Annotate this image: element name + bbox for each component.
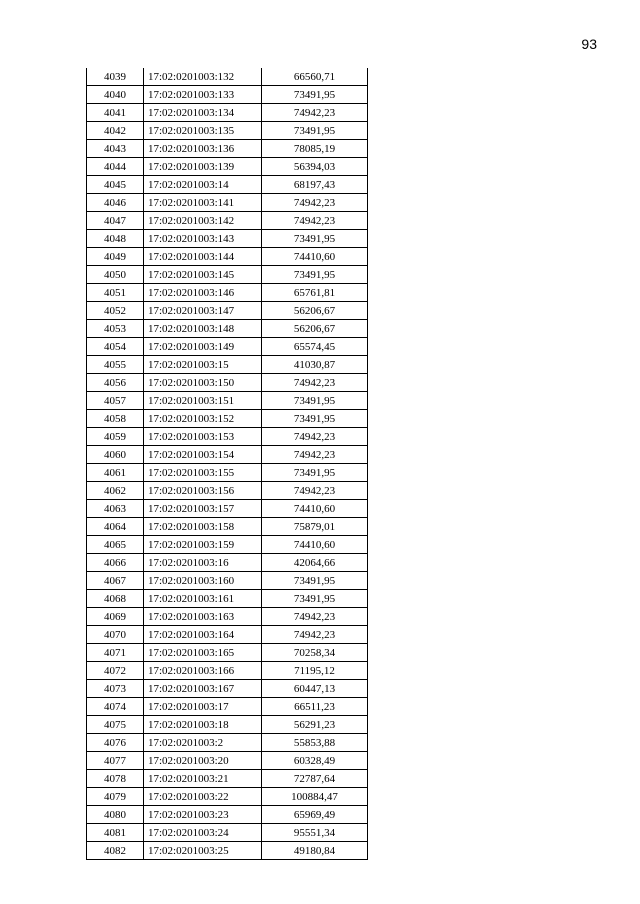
cadastral-number-cell: 17:02:0201003:158 [144,518,262,536]
table-row [87,500,368,518]
cadastral-number-cell: 17:02:0201003:21 [144,770,262,788]
row-number-cell: 4075 [87,716,144,734]
table-row [87,428,368,446]
value-cell: 41030,87 [262,356,368,374]
value-cell: 73491,95 [262,86,368,104]
row-number-cell: 4039 [87,68,144,86]
value-cell: 49180,84 [262,842,368,860]
cadastral-number-cell: 17:02:0201003:25 [144,842,262,860]
table-row [87,680,368,698]
value-cell: 65969,49 [262,806,368,824]
row-number-cell: 4067 [87,572,144,590]
cadastral-number-cell: 17:02:0201003:154 [144,446,262,464]
value-cell: 60328,49 [262,752,368,770]
row-number-cell: 4065 [87,536,144,554]
table-row [87,212,368,230]
table-row [87,302,368,320]
cadastral-number-cell: 17:02:0201003:22 [144,788,262,806]
cadastral-number-cell: 17:02:0201003:157 [144,500,262,518]
table-row [87,410,368,428]
cadastral-number-cell: 17:02:0201003:16 [144,554,262,572]
table-row [87,122,368,140]
value-cell: 65574,45 [262,338,368,356]
value-cell: 56394,03 [262,158,368,176]
row-number-cell: 4057 [87,392,144,410]
row-number-cell: 4056 [87,374,144,392]
value-cell: 71195,12 [262,662,368,680]
cadastral-number-cell: 17:02:0201003:133 [144,86,262,104]
value-cell: 73491,95 [262,590,368,608]
value-cell: 42064,66 [262,554,368,572]
value-cell: 68197,43 [262,176,368,194]
table-row [87,392,368,410]
value-cell: 74942,23 [262,428,368,446]
table-row [87,356,368,374]
value-cell: 73491,95 [262,572,368,590]
table-row [87,572,368,590]
cadastral-number-cell: 17:02:0201003:153 [144,428,262,446]
row-number-cell: 4072 [87,662,144,680]
row-number-cell: 4046 [87,194,144,212]
table-row [87,68,368,86]
value-cell: 74942,23 [262,104,368,122]
cadastral-number-cell: 17:02:0201003:163 [144,608,262,626]
table-row [87,140,368,158]
value-cell: 74942,23 [262,194,368,212]
cadastral-number-cell: 17:02:0201003:142 [144,212,262,230]
row-number-cell: 4062 [87,482,144,500]
registry-table [86,68,368,860]
cadastral-number-cell: 17:02:0201003:156 [144,482,262,500]
value-cell: 74410,60 [262,536,368,554]
row-number-cell: 4064 [87,518,144,536]
value-cell: 75879,01 [262,518,368,536]
value-cell: 73491,95 [262,230,368,248]
cadastral-number-cell: 17:02:0201003:149 [144,338,262,356]
cadastral-number-cell: 17:02:0201003:20 [144,752,262,770]
row-number-cell: 4069 [87,608,144,626]
table-row [87,788,368,806]
value-cell: 78085,19 [262,140,368,158]
table-row [87,464,368,482]
cadastral-number-cell: 17:02:0201003:132 [144,68,262,86]
value-cell: 60447,13 [262,680,368,698]
table-row [87,194,368,212]
table-row [87,806,368,824]
value-cell: 56291,23 [262,716,368,734]
value-cell: 73491,95 [262,122,368,140]
table-row [87,842,368,860]
cadastral-number-cell: 17:02:0201003:18 [144,716,262,734]
table-row [87,536,368,554]
row-number-cell: 4070 [87,626,144,644]
row-number-cell: 4041 [87,104,144,122]
cadastral-number-cell: 17:02:0201003:143 [144,230,262,248]
table-row [87,284,368,302]
cadastral-number-cell: 17:02:0201003:166 [144,662,262,680]
row-number-cell: 4078 [87,770,144,788]
table-row [87,320,368,338]
value-cell: 73491,95 [262,392,368,410]
row-number-cell: 4049 [87,248,144,266]
table-row [87,752,368,770]
row-number-cell: 4042 [87,122,144,140]
cadastral-number-cell: 17:02:0201003:146 [144,284,262,302]
cadastral-number-cell: 17:02:0201003:159 [144,536,262,554]
cadastral-number-cell: 17:02:0201003:17 [144,698,262,716]
cadastral-number-cell: 17:02:0201003:144 [144,248,262,266]
table-row [87,662,368,680]
row-number-cell: 4081 [87,824,144,842]
value-cell: 55853,88 [262,734,368,752]
cadastral-number-cell: 17:02:0201003:164 [144,626,262,644]
row-number-cell: 4045 [87,176,144,194]
row-number-cell: 4051 [87,284,144,302]
row-number-cell: 4082 [87,842,144,860]
registry-table-body [87,68,368,860]
row-number-cell: 4059 [87,428,144,446]
value-cell: 74942,23 [262,446,368,464]
table-row [87,716,368,734]
row-number-cell: 4076 [87,734,144,752]
row-number-cell: 4066 [87,554,144,572]
value-cell: 74410,60 [262,248,368,266]
cadastral-number-cell: 17:02:0201003:148 [144,320,262,338]
table-row [87,374,368,392]
value-cell: 56206,67 [262,302,368,320]
cadastral-number-cell: 17:02:0201003:165 [144,644,262,662]
cadastral-number-cell: 17:02:0201003:147 [144,302,262,320]
value-cell: 74942,23 [262,626,368,644]
table-row [87,104,368,122]
table-row [87,158,368,176]
row-number-cell: 4074 [87,698,144,716]
table-row [87,266,368,284]
cadastral-number-cell: 17:02:0201003:136 [144,140,262,158]
cadastral-number-cell: 17:02:0201003:139 [144,158,262,176]
cadastral-number-cell: 17:02:0201003:150 [144,374,262,392]
cadastral-number-cell: 17:02:0201003:2 [144,734,262,752]
table-row [87,824,368,842]
value-cell: 70258,34 [262,644,368,662]
value-cell: 56206,67 [262,320,368,338]
cadastral-number-cell: 17:02:0201003:24 [144,824,262,842]
row-number-cell: 4053 [87,320,144,338]
cadastral-number-cell: 17:02:0201003:152 [144,410,262,428]
table-row [87,770,368,788]
row-number-cell: 4068 [87,590,144,608]
table-row [87,644,368,662]
value-cell: 65761,81 [262,284,368,302]
row-number-cell: 4080 [87,806,144,824]
row-number-cell: 4043 [87,140,144,158]
row-number-cell: 4055 [87,356,144,374]
cadastral-number-cell: 17:02:0201003:155 [144,464,262,482]
cadastral-number-cell: 17:02:0201003:151 [144,392,262,410]
row-number-cell: 4052 [87,302,144,320]
table-row [87,248,368,266]
row-number-cell: 4047 [87,212,144,230]
row-number-cell: 4040 [87,86,144,104]
table-row [87,230,368,248]
row-number-cell: 4063 [87,500,144,518]
value-cell: 74942,23 [262,374,368,392]
table-row [87,554,368,572]
cadastral-number-cell: 17:02:0201003:134 [144,104,262,122]
cadastral-number-cell: 17:02:0201003:135 [144,122,262,140]
value-cell: 74942,23 [262,482,368,500]
value-cell: 66560,71 [262,68,368,86]
value-cell: 95551,34 [262,824,368,842]
cadastral-number-cell: 17:02:0201003:161 [144,590,262,608]
value-cell: 74410,60 [262,500,368,518]
cadastral-number-cell: 17:02:0201003:145 [144,266,262,284]
table-row [87,608,368,626]
value-cell: 74942,23 [262,212,368,230]
row-number-cell: 4044 [87,158,144,176]
row-number-cell: 4079 [87,788,144,806]
page-number: 93 [581,36,597,52]
cadastral-number-cell: 17:02:0201003:167 [144,680,262,698]
table-row [87,734,368,752]
row-number-cell: 4054 [87,338,144,356]
value-cell: 100884,47 [262,788,368,806]
cadastral-number-cell: 17:02:0201003:15 [144,356,262,374]
cadastral-number-cell: 17:02:0201003:23 [144,806,262,824]
row-number-cell: 4058 [87,410,144,428]
table-row [87,590,368,608]
row-number-cell: 4077 [87,752,144,770]
table-row [87,698,368,716]
table-row [87,482,368,500]
row-number-cell: 4071 [87,644,144,662]
cadastral-number-cell: 17:02:0201003:14 [144,176,262,194]
cadastral-number-cell: 17:02:0201003:160 [144,572,262,590]
row-number-cell: 4060 [87,446,144,464]
value-cell: 72787,64 [262,770,368,788]
row-number-cell: 4050 [87,266,144,284]
table-row [87,626,368,644]
value-cell: 74942,23 [262,608,368,626]
table-row [87,338,368,356]
table-row [87,518,368,536]
cadastral-number-cell: 17:02:0201003:141 [144,194,262,212]
value-cell: 73491,95 [262,410,368,428]
value-cell: 66511,23 [262,698,368,716]
value-cell: 73491,95 [262,464,368,482]
table-row [87,446,368,464]
table-row [87,176,368,194]
row-number-cell: 4061 [87,464,144,482]
row-number-cell: 4073 [87,680,144,698]
row-number-cell: 4048 [87,230,144,248]
table-row [87,86,368,104]
value-cell: 73491,95 [262,266,368,284]
